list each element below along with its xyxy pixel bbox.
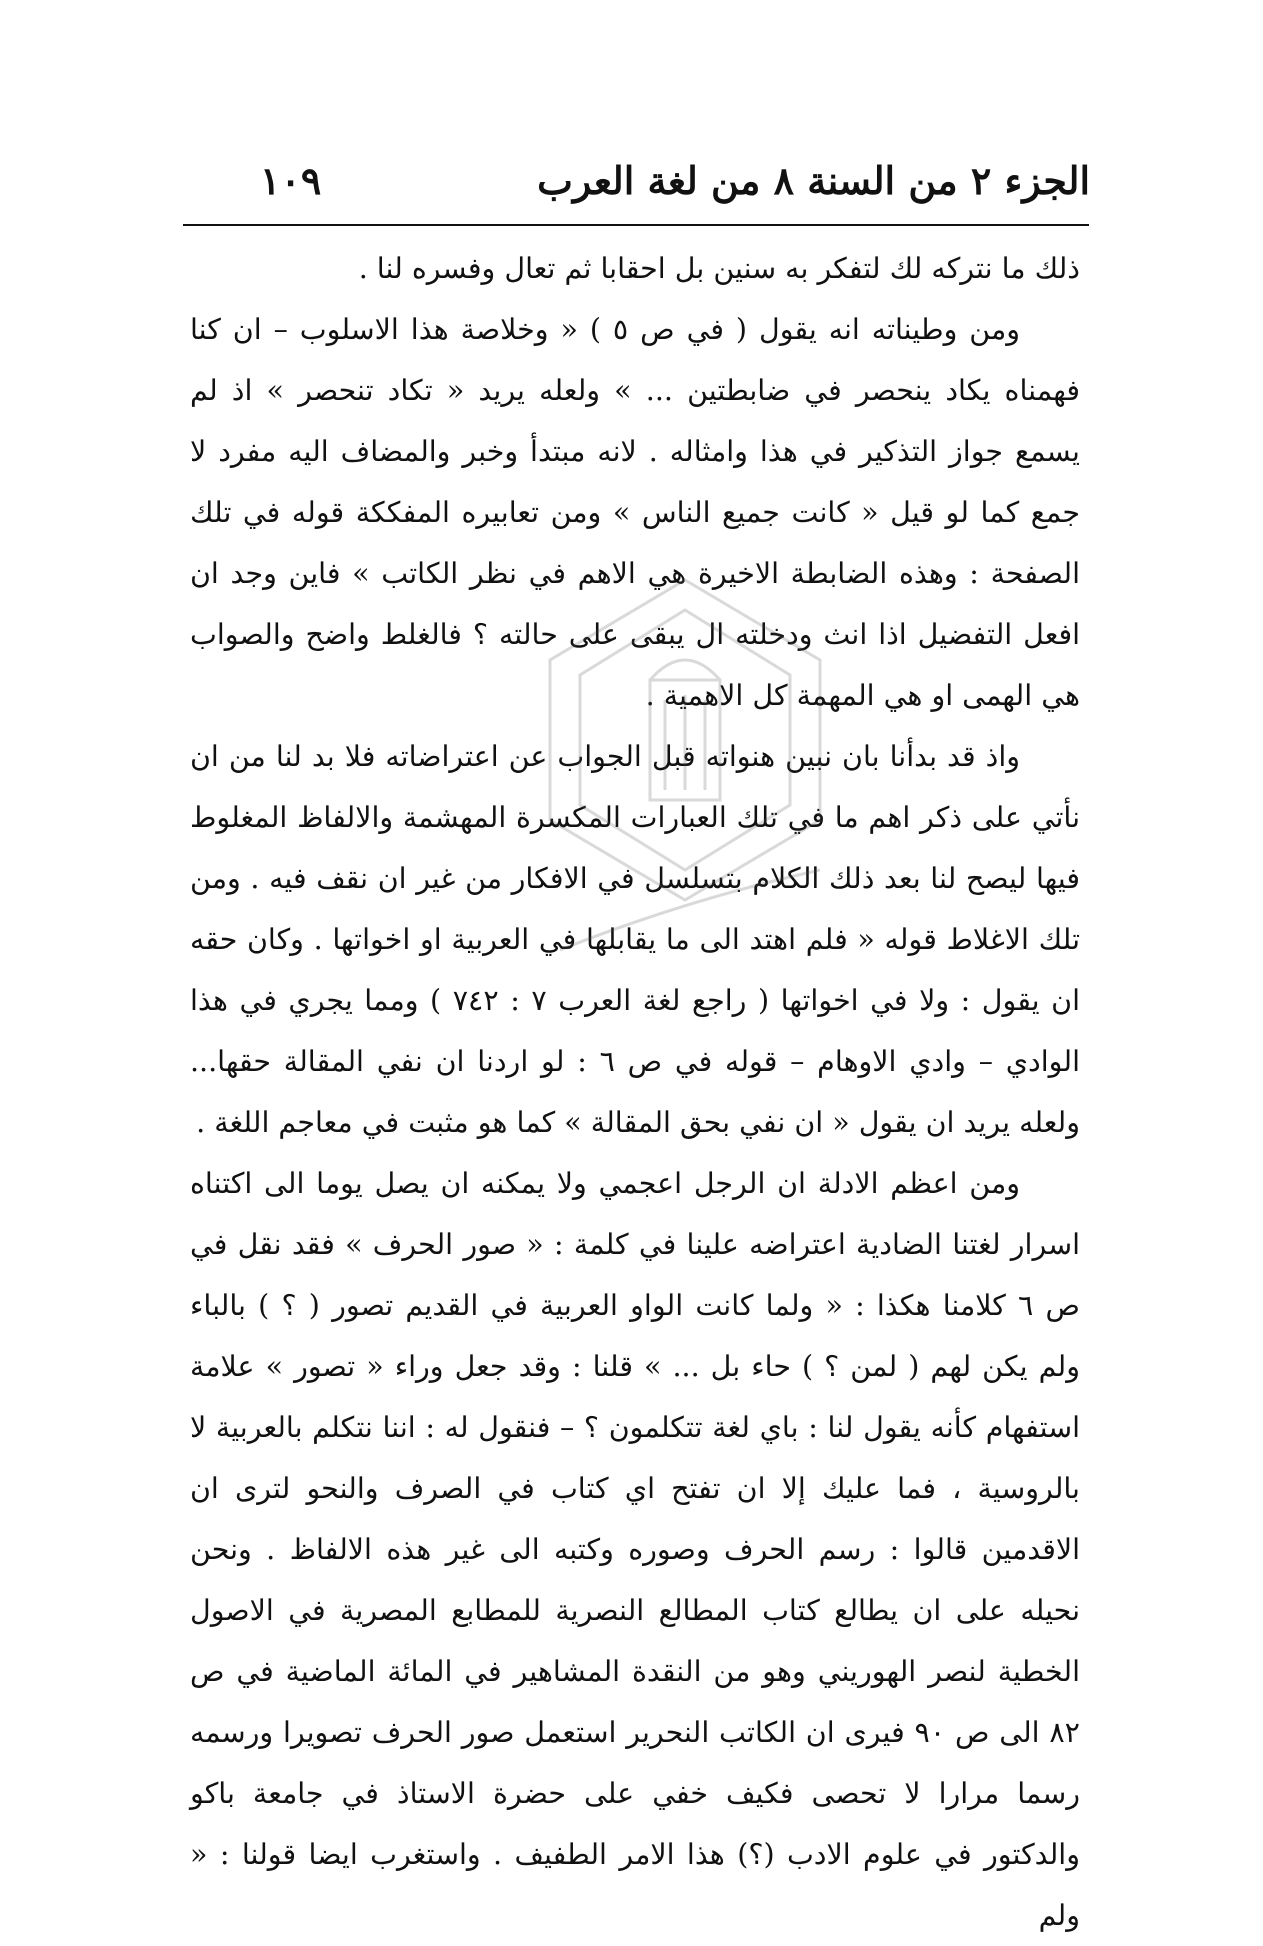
paragraph-3: واذ قد بدأنا بان نبين هنواته قبل الجواب عن اعتراضاته فلا بد لنا من ان نأتي على ذكر اهم ما في تلك العبارات المكسرة المهشمة والالفاظ المغلوط فيها ليصح لنا بعد ذلك الكلام بتسلسل في الافكار من غير ان نقف فيه . ومن تلك الاغلاط قوله « فلم اهتد الى ما يقابلها في العربية او اخواتها . وكان حقه ان يقول : ولا في اخواتها ( راجع لغة العرب ٧ : ٧٤٢ ) ومما يجري في هذا الوادي – وادي الاوهام – قوله في ص ٦ : لو اردنا ان نفي المقالة حقها... ولعله يريد ان يقول « ان نفي بحق المقالة » كما هو مثبت في معاجم اللغة .	[190, 740, 1080, 1139]
page-number: ١٠٩	[260, 158, 322, 203]
header-divider	[183, 224, 1089, 226]
header-title: الجزء ٢ من السنة ٨ من لغة العرب	[537, 158, 1090, 203]
paragraph-4: ومن اعظم الادلة ان الرجل اعجمي ولا يمكنه ان يصل يوما الى اكتناه اسرار لغتنا الضادية اعتراضه علينا في كلمة : « صور الحرف » فقد نقل في ص ٦ كلامنا هكذا : « ولما كانت الواو العربية في القديم تصور ( ؟ ) بالباء ولم يكن لهم ( لمن ؟ ) حاء بل ... » قلنا : وقد جعل وراء « تصور » علامة استفهام كأنه يقول لنا : باي لغة تتكلمون ؟ – فنقول له : اننا نتكلم بالعربية لا بالروسية ، فما عليك إلا ان تفتح اي كتاب في الصرف والنحو لترى ان الاقدمين قالوا : رسم الحرف وصوره وكتبه الى غير هذه الالفاظ . ونحن نحيله على ان يطالع كتاب المطالع النصرية للمطابع المصرية في الاصول الخطية لنصر الهوريني وهو من النقدة المشاهير في المائة الماضية في ص ٨٢ الى ص ٩٠ فيرى ان الكاتب النحرير استعمل صور الحرف تصويرا ورسمه رسما مرارا لا تحصى فكيف خفي على حضرة الاستاذ في جامعة باكو والدكتور في علوم الادب (؟) هذا الامر الطفيف . واستغرب ايضا قولنا : « ولم	[190, 1167, 1081, 1932]
paragraph-1: ذلك ما نتركه لك لتفكر به سنين بل احقابا ثم تعال وفسره لنا .	[358, 252, 1080, 285]
paragraph-2: ومن وطيناته انه يقول ( في ص ٥ ) « وخلاصة هذا الاسلوب – ان كنا فهمناه يكاد ينحصر في ضابطتين ... » ولعله يريد « تكاد تنحصر » اذ لم يسمع جواز التذكير في هذا وامثاله . لانه مبتدأ وخبر والمضاف اليه مفرد لا جمع كما لو قيل « كانت جميع الناس » ومن تعابيره المفككة قوله في تلك الصفحة : وهذه الضابطة الاخيرة هي الاهم في نظر الكاتب » فاين وجد ان افعل التفضيل اذا انث ودخلته ال يبقى على حالته ؟ فالغلط واضح والصواب هي الهمى او هي المهمة كل الاهمية .	[190, 313, 1080, 712]
running-header	[190, 150, 1090, 220]
body-text	[190, 238, 1080, 1946]
